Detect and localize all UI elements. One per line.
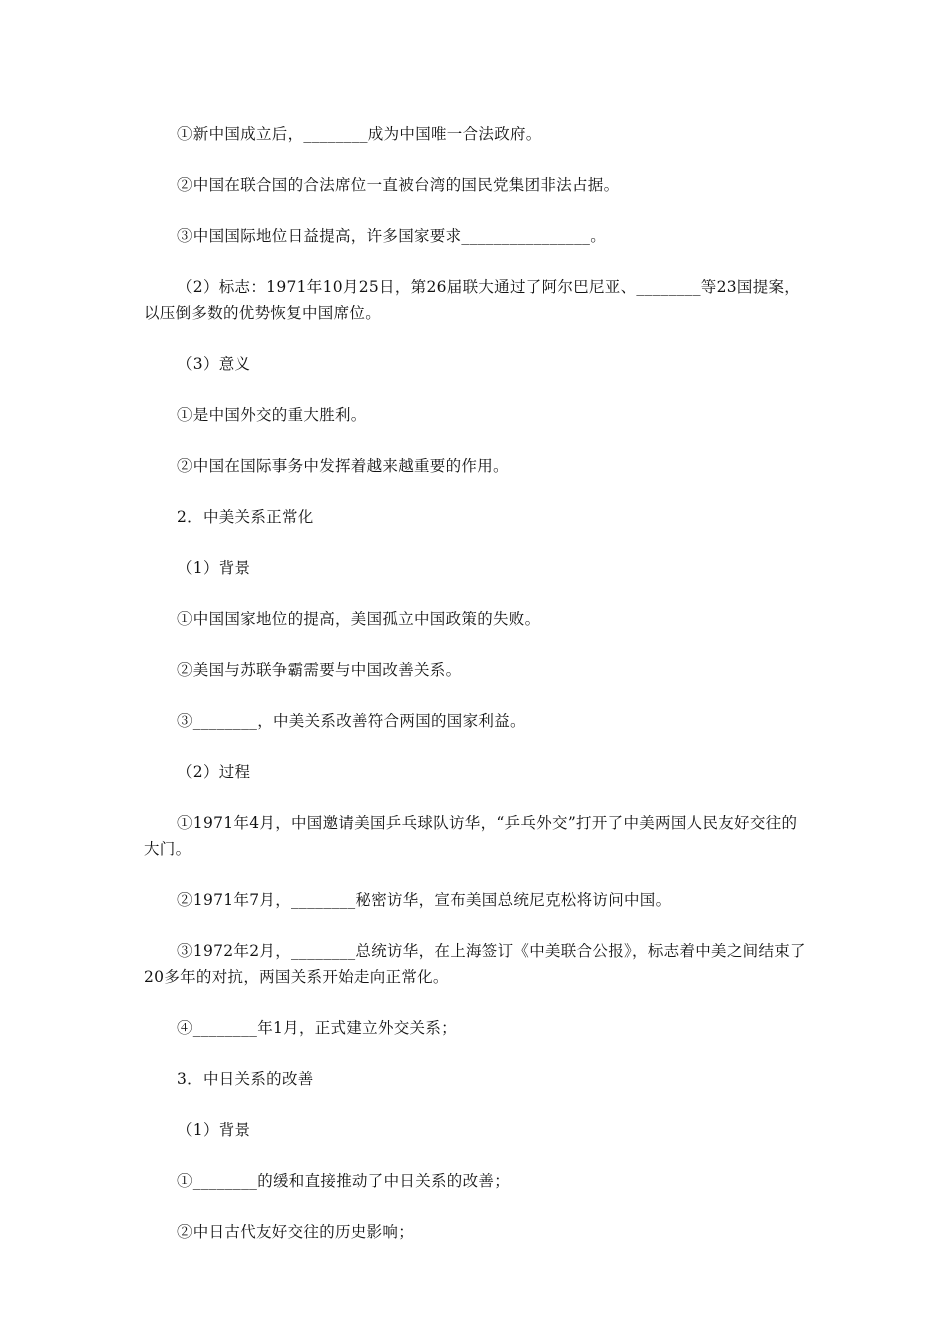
paragraph: ③1972年2月，________总统访华，在上海签订《中美联合公报》，标志着中美之间结束了20多年的对抗，两国关系开始走向正常化。 [144, 942, 806, 986]
section-heading: （1）背景 [177, 1121, 251, 1139]
paragraph: ①是中国外交的重大胜利。 [177, 406, 367, 424]
paragraph: ②美国与苏联争霸需要与中国改善关系。 [177, 661, 462, 679]
paragraph: ①1971年4月，中国邀请美国乒乓球队访华，“乒乓外交”打开了中美两国人民友好交往的大门。 [144, 814, 798, 858]
paragraph: ③________，中美关系改善符合两国的国家利益。 [177, 712, 526, 730]
paragraph: ②中日古代友好交往的历史影响； [177, 1223, 415, 1241]
document-body [144, 121, 808, 1270]
paragraph: ③中国国际地位日益提高，许多国家要求________________。 [177, 227, 607, 245]
paragraph: ①新中国成立后，________成为中国唯一合法政府。 [177, 125, 542, 143]
section-heading: （2）过程 [177, 763, 251, 781]
paragraph: ②中国在联合国的合法席位一直被台湾的国民党集团非法占据。 [177, 176, 620, 194]
paragraph: （2）标志：1971年10月25日，第26届联大通过了阿尔巴尼亚、________等23国提案，以压倒多数的优势恢复中国席位。 [144, 278, 801, 322]
section-heading: （1）背景 [177, 559, 251, 577]
section-heading: （3）意义 [177, 355, 251, 373]
paragraph: ④________年1月，正式建立外交关系； [177, 1019, 457, 1037]
paragraph: ①中国国家地位的提高，美国孤立中国政策的失败。 [177, 610, 541, 628]
section-heading: 2．中美关系正常化 [177, 508, 314, 526]
section-heading: 3．中日关系的改善 [177, 1070, 314, 1088]
paragraph: ②1971年7月，________秘密访华，宣布美国总统尼克松将访问中国。 [177, 891, 672, 909]
paragraph: ②中国在国际事务中发挥着越来越重要的作用。 [177, 457, 509, 475]
paragraph: ①________的缓和直接推动了中日关系的改善； [177, 1172, 511, 1190]
